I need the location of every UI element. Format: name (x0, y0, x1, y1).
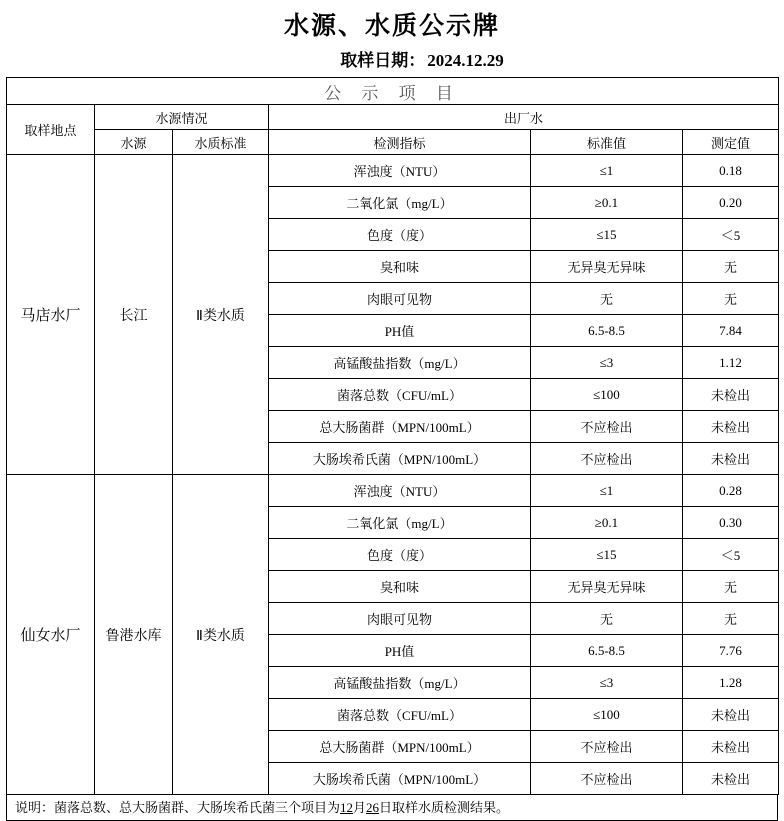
test-item: 高锰酸盐指数（mg/L） (269, 347, 531, 379)
header-test-item: 检测指标 (269, 130, 531, 155)
measured-value: 0.28 (683, 475, 779, 507)
standard-value: 不应检出 (531, 411, 683, 443)
standard-value: ≤15 (531, 219, 683, 251)
page-title: 水源、水质公示牌 (283, 13, 500, 40)
standard-value: 无异臭无异味 (531, 571, 683, 603)
note-month-unit: 月 (353, 800, 367, 815)
measured-value: 0.30 (683, 507, 779, 539)
test-item: 二氧化氯（mg/L） (269, 187, 531, 219)
test-item: 浑浊度（NTU） (269, 475, 531, 507)
measured-value: 未检出 (683, 731, 779, 763)
header-outlet-water: 出厂水 (269, 105, 779, 130)
standard-value: 不应检出 (531, 731, 683, 763)
measured-value: 无 (683, 571, 779, 603)
note-suffix: 取样水质检测结果。 (392, 800, 510, 815)
measured-value: 7.76 (683, 635, 779, 667)
test-item: 臭和味 (269, 251, 531, 283)
note-prefix: 说明：菌落总数、总大肠菌群、大肠埃希氏菌三个项目为 (15, 800, 341, 815)
header-water-standard: 水质标准 (173, 130, 269, 155)
measured-value: 未检出 (683, 763, 779, 795)
standard-value: ≤3 (531, 347, 683, 379)
standard-value: ≤1 (531, 475, 683, 507)
measured-value: 未检出 (683, 411, 779, 443)
sample-date-row (6, 46, 778, 77)
test-item: 浑浊度（NTU） (269, 155, 531, 187)
measured-value: 1.12 (683, 347, 779, 379)
standard-value: ≤100 (531, 699, 683, 731)
plant-name: 仙女水厂 (7, 475, 95, 795)
test-item: 菌落总数（CFU/mL） (269, 379, 531, 411)
header-source: 水源 (95, 130, 173, 155)
test-item: 肉眼可见物 (269, 283, 531, 315)
header-sample-site: 取样地点 (7, 105, 95, 155)
plant-name: 马店水厂 (7, 155, 95, 475)
standard-value: 不应检出 (531, 443, 683, 475)
measured-value: ＜5 (683, 219, 779, 251)
test-item: 色度（度） (269, 539, 531, 571)
standard-value: 无异臭无异味 (531, 251, 683, 283)
measured-value: 0.20 (683, 187, 779, 219)
standard-value: ≤3 (531, 667, 683, 699)
standard-value: ≤100 (531, 379, 683, 411)
measured-value: 未检出 (683, 379, 779, 411)
measured-value: 无 (683, 283, 779, 315)
header-measured-value: 测定值 (683, 130, 779, 155)
note-day-unit: 日 (379, 800, 393, 815)
sample-date-value: 2024.12.29 (427, 51, 504, 70)
plant-standard: Ⅱ类水质 (173, 155, 269, 475)
header-row-2 (7, 130, 779, 155)
header-standard-value: 标准值 (531, 130, 683, 155)
header-row-1 (7, 105, 779, 130)
test-item: PH值 (269, 315, 531, 347)
measured-value: 无 (683, 603, 779, 635)
standard-value: ≥0.1 (531, 507, 683, 539)
test-item: 菌落总数（CFU/mL） (269, 699, 531, 731)
note-row (6, 795, 778, 821)
standard-value: 6.5-8.5 (531, 315, 683, 347)
standard-value: 不应检出 (531, 763, 683, 795)
test-item: 肉眼可见物 (269, 603, 531, 635)
plant-source: 鲁港水库 (95, 475, 173, 795)
sample-date-label: 取样日期： (340, 51, 426, 70)
measured-value: 未检出 (683, 443, 779, 475)
test-item: 高锰酸盐指数（mg/L） (269, 667, 531, 699)
test-item: 大肠埃希氏菌（MPN/100mL） (269, 763, 531, 795)
table-row (7, 155, 779, 187)
measured-value: 7.84 (683, 315, 779, 347)
standard-value: 6.5-8.5 (531, 635, 683, 667)
note-day: 26 (366, 800, 380, 815)
standard-value: ≥0.1 (531, 187, 683, 219)
test-item: 大肠埃希氏菌（MPN/100mL） (269, 443, 531, 475)
measured-value: 未检出 (683, 699, 779, 731)
plant-source: 长江 (95, 155, 173, 475)
plant-standard: Ⅱ类水质 (173, 475, 269, 795)
water-quality-table (6, 77, 779, 795)
test-item: PH值 (269, 635, 531, 667)
header-source-condition: 水源情况 (95, 105, 269, 130)
test-item: 总大肠菌群（MPN/100mL） (269, 731, 531, 763)
standard-value: ≤15 (531, 539, 683, 571)
test-item: 色度（度） (269, 219, 531, 251)
table-row (7, 475, 779, 507)
measured-value: 0.18 (683, 155, 779, 187)
standard-value: 无 (531, 603, 683, 635)
measured-value: 1.28 (683, 667, 779, 699)
measured-value: 无 (683, 251, 779, 283)
test-item: 二氧化氯（mg/L） (269, 507, 531, 539)
test-item: 臭和味 (269, 571, 531, 603)
test-item: 总大肠菌群（MPN/100mL） (269, 411, 531, 443)
measured-value: ＜5 (683, 539, 779, 571)
banner-cell: 公 示 项 目 (7, 78, 779, 105)
banner-row (7, 78, 779, 105)
note-month: 12 (340, 800, 354, 815)
standard-value: ≤1 (531, 155, 683, 187)
standard-value: 无 (531, 283, 683, 315)
